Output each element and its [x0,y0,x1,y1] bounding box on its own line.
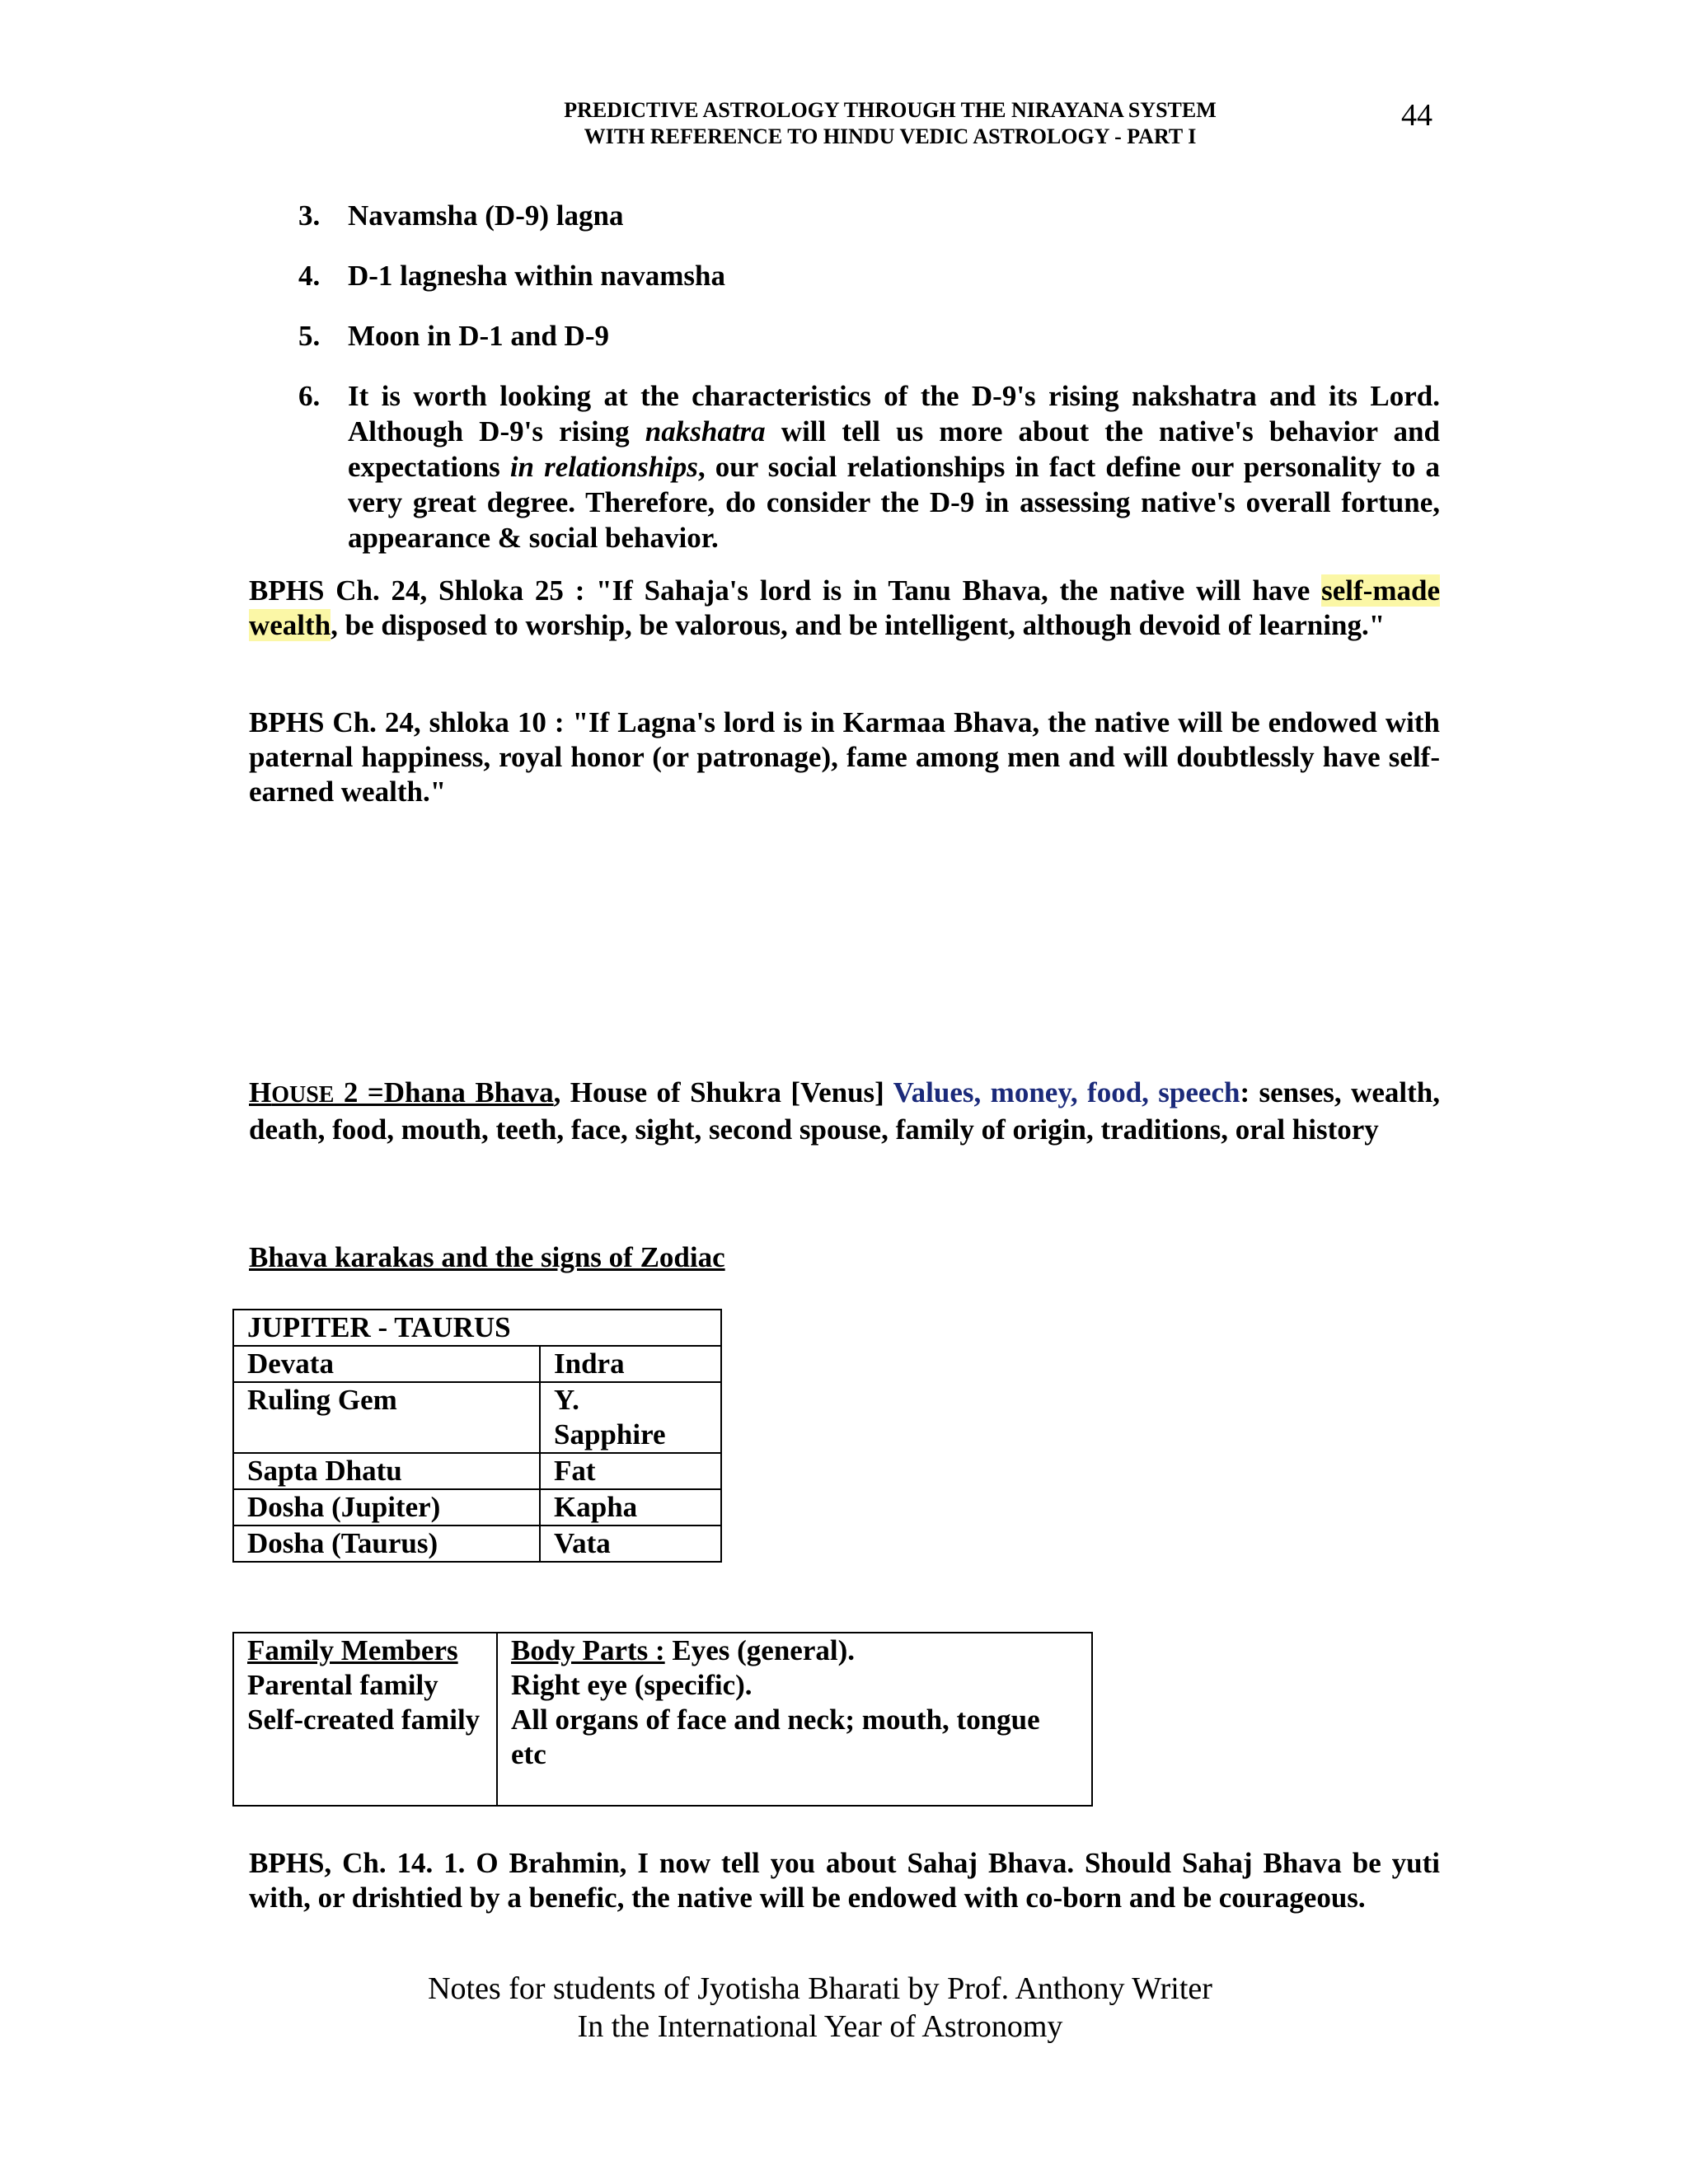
jupiter-taurus-table [232,1309,722,1563]
table-row [233,1526,721,1562]
table-title-cell [233,1310,721,1346]
house-2-text: , House of Shukra [Venus] [553,1076,893,1108]
table-cell: Dosha (Taurus) [233,1526,540,1562]
table-cell: Devata [233,1346,540,1382]
gem-line-2: Sapphire [554,1418,666,1451]
house-2-paragraph [249,1076,1440,1147]
body-parts-cell [497,1633,1092,1806]
item6-text-f: in assessing native's overall fortune, appearance & social behavior. [348,486,1440,554]
house-2-text-tail: : senses, wealth, death, food, mouth, teeth, face, sight, second spouse, family of origin, traditions, oral history [249,1076,1440,1146]
list-item-text: D-1 lagnesha within navamsha [348,260,726,292]
house-2-title-ouse: OUSE [271,1082,335,1108]
family-members-cell [233,1633,497,1806]
list-item-number: 4. [298,260,321,292]
table-cell [540,1382,721,1453]
family-item: Self-created family [247,1704,481,1736]
header-line-2: WITH REFERENCE TO HINDU VEDIC ASTROLOGY - PART I [584,124,1197,148]
body-parts-label: Body Parts : [511,1634,665,1666]
item6-text-a: It is worth looking at the characteristics of the D-9's rising nakshatra and its Lord. Although D-9's rising [348,380,1440,448]
page-number: 44 [1401,98,1432,133]
body-parts-text: Right eye (specific). [511,1669,753,1701]
body-parts-text: Eyes (general). [664,1634,856,1666]
table-cell: Vata [540,1526,721,1562]
item6-italic-relationships: in relationships [509,451,698,483]
table-row [233,1633,1092,1806]
table-row [233,1453,721,1489]
list-item-text [348,378,1440,555]
list-item [298,258,1440,293]
table-row [233,1489,721,1526]
house-2-blue-text: Values, money, food, speech [893,1076,1240,1108]
item6-text-c: will tell us more about the native's behavior and expectations [348,415,1440,483]
bphs-shloka-25 [249,574,1440,643]
list-item [298,378,1440,555]
footer-line-2: In the International Year of Astronomy [577,2009,1063,2044]
bhava-karakas-heading: Bhava karakas and the signs of Zodiac [249,1241,725,1273]
table-cell: Fat [540,1453,721,1489]
list-item-number: 6. [298,380,321,412]
footer-line-1: Notes for students of Jyotisha Bharati by Prof. Anthony Writer [428,1971,1212,2006]
family-item: Parental family [247,1669,438,1701]
house-2-title [249,1076,554,1108]
gem-line-1: Y. [554,1384,579,1416]
table-cell: Kapha [540,1489,721,1526]
table-cell: Ruling Gem [233,1382,540,1453]
running-header [379,97,1401,150]
list-item-text: Moon in D-1 and D-9 [348,320,609,352]
body-parts-text: All organs of face and neck; mouth, tongue etc [511,1704,1040,1770]
item6-text-e: , our social relationships in fact define our personality to a very great degree. Therefore, do consider the D-9 [348,451,1440,518]
table-cell: Sapta Dhatu [233,1453,540,1489]
house-2-title-rest: 2 =Dhana Bhava [334,1076,554,1108]
footer [247,1970,1393,2046]
house-2-title-h: H [249,1076,272,1108]
list-item [298,318,1440,354]
highlighted-text: self-made wealth [249,574,1440,641]
list-item [298,198,1440,233]
numbered-list [298,198,1440,580]
table-cell: Indra [540,1346,721,1382]
bphs-shloka-10: BPHS Ch. 24, shloka 10 : "If Lagna's lord is in Karmaa Bhava, the native will be endowed with paternal happiness, royal honor (or patronage), fame among men and will doubtlessly have self-earned wealth." [249,706,1440,808]
list-item-text: Navamsha (D-9) lagna [348,199,624,232]
shloka-25-text-end: , be disposed to worship, be valorous, and be intelligent, although devoid of learning." [331,609,1386,641]
header-line-1: PREDICTIVE ASTROLOGY THROUGH THE NIRAYANA SYSTEM [564,98,1217,122]
list-item-number: 5. [298,320,321,352]
table-row [233,1382,721,1453]
family-members-title: Family Members [247,1634,458,1666]
list-item-number: 3. [298,199,321,232]
item6-italic-nakshatra: nakshatra [645,415,766,448]
body-parts-line [511,1633,1078,1668]
shloka-25-text: BPHS Ch. 24, Shloka 25 : "If Sahaja's lord is in Tanu Bhava, the native will have [249,574,1322,607]
table-row [233,1346,721,1382]
table-cell: Dosha (Jupiter) [233,1489,540,1526]
family-body-parts-table [232,1632,1093,1807]
table-title: JUPITER - TAURUS [247,1311,511,1343]
bphs-ch14: BPHS, Ch. 14. 1. O Brahmin, I now tell you about Sahaj Bhava. Should Sahaj Bhava be yuti with, or drishtied by a benefic, the native will be endowed with co-born and be courageous. [249,1847,1440,1914]
table-row [233,1310,721,1346]
